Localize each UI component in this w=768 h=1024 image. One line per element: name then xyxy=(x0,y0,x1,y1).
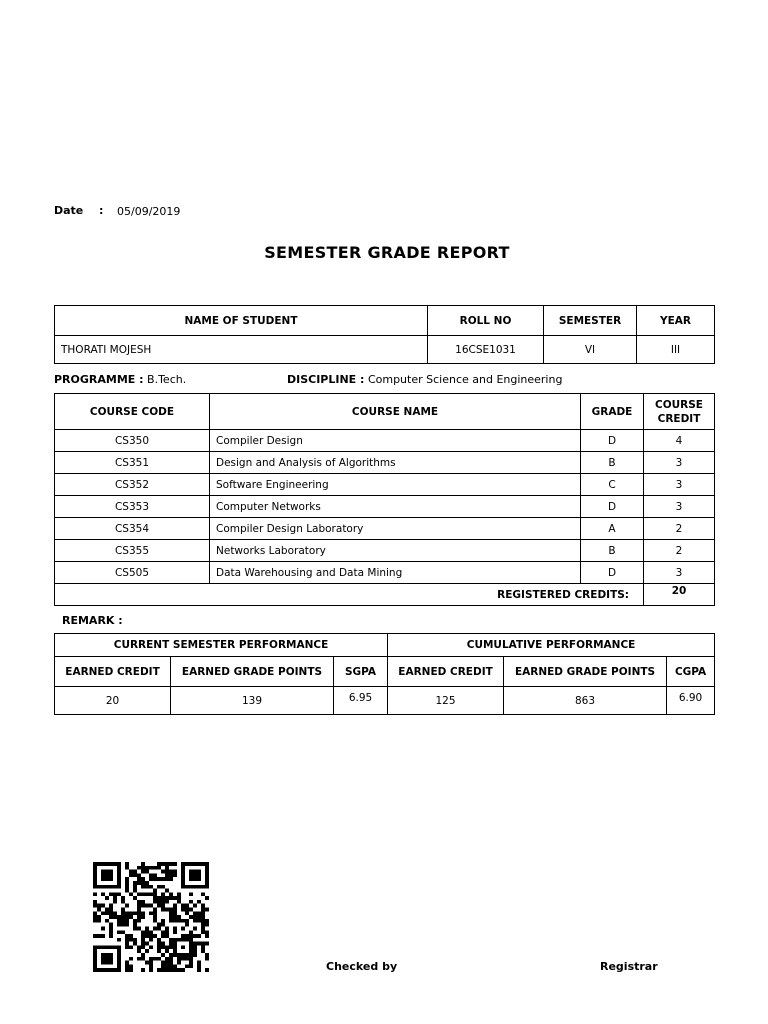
current-semester-performance-header: CURRENT SEMESTER PERFORMANCE xyxy=(55,634,388,657)
checked-by-label: Checked by xyxy=(326,960,398,973)
earned-grade-points-value: 139 xyxy=(171,687,334,715)
year-value: III xyxy=(637,336,715,364)
course-code: CS351 xyxy=(55,452,210,474)
course-name: Compiler Design xyxy=(210,430,581,452)
date-value: 05/09/2019 xyxy=(117,205,181,218)
course-grade: B xyxy=(581,540,644,562)
year-header: YEAR xyxy=(637,306,715,336)
table-row xyxy=(55,430,715,452)
registered-credits-value: 20 xyxy=(644,584,715,606)
programme-value: B.Tech. xyxy=(147,373,187,386)
course-code: CS350 xyxy=(55,430,210,452)
course-credit: 2 xyxy=(644,540,715,562)
remark-label: REMARK : xyxy=(62,614,123,627)
table-row xyxy=(55,474,715,496)
cumulative-earned-credit-value: 125 xyxy=(388,687,504,715)
discipline-line xyxy=(287,373,562,386)
course-grade: B xyxy=(581,452,644,474)
course-code: CS354 xyxy=(55,518,210,540)
course-name: Data Warehousing and Data Mining xyxy=(210,562,581,584)
course-name: Networks Laboratory xyxy=(210,540,581,562)
course-name: Software Engineering xyxy=(210,474,581,496)
semester-value: VI xyxy=(544,336,637,364)
sgpa-header: SGPA xyxy=(334,657,388,687)
earned-grade-points-header: EARNED GRADE POINTS xyxy=(171,657,334,687)
course-name: Design and Analysis of Algorithms xyxy=(210,452,581,474)
grade-header: GRADE xyxy=(581,394,644,430)
discipline-value: Computer Science and Engineering xyxy=(367,373,563,386)
cumulative-earned-credit-header: EARNED CREDIT xyxy=(388,657,504,687)
course-credit: 3 xyxy=(644,452,715,474)
roll-no-header: ROLL NO xyxy=(428,306,544,336)
course-name: Compiler Design Laboratory xyxy=(210,518,581,540)
cumulative-performance-header: CUMULATIVE PERFORMANCE xyxy=(388,634,715,657)
cumulative-earned-grade-points-value: 863 xyxy=(504,687,667,715)
discipline-label: DISCIPLINE : xyxy=(287,373,365,386)
earned-credit-value: 20 xyxy=(55,687,171,715)
course-credit: 3 xyxy=(644,496,715,518)
course-code: CS353 xyxy=(55,496,210,518)
table-row xyxy=(55,518,715,540)
page-title: SEMESTER GRADE REPORT xyxy=(264,243,510,262)
course-credit-header-line1: COURSE xyxy=(655,398,703,411)
course-credit-header xyxy=(644,394,715,430)
table-row xyxy=(55,496,715,518)
course-name: Computer Networks xyxy=(210,496,581,518)
student-name-header: NAME OF STUDENT xyxy=(55,306,428,336)
student-name: THORATI MOJESH xyxy=(55,336,428,364)
courses-table xyxy=(54,393,715,606)
course-code-header: COURSE CODE xyxy=(55,394,210,430)
course-code: CS505 xyxy=(55,562,210,584)
programme-label: PROGRAMME : xyxy=(54,373,144,386)
date-colon: : xyxy=(99,204,104,217)
course-credit: 4 xyxy=(644,430,715,452)
sgpa-value: 6.95 xyxy=(334,687,388,715)
course-grade: D xyxy=(581,496,644,518)
course-name-header: COURSE NAME xyxy=(210,394,581,430)
qr-code-icon xyxy=(93,862,209,972)
course-credit: 3 xyxy=(644,474,715,496)
programme-line xyxy=(54,373,186,386)
course-grade: A xyxy=(581,518,644,540)
date-label: Date xyxy=(54,204,84,217)
course-grade: C xyxy=(581,474,644,496)
course-code: CS355 xyxy=(55,540,210,562)
course-code: CS352 xyxy=(55,474,210,496)
registered-credits-label: REGISTERED CREDITS: xyxy=(55,584,644,606)
cgpa-value: 6.90 xyxy=(667,687,715,715)
roll-no: 16CSE1031 xyxy=(428,336,544,364)
course-credit-header-line2: CREDIT xyxy=(657,412,701,425)
performance-table xyxy=(54,633,715,715)
course-credit: 3 xyxy=(644,562,715,584)
semester-header: SEMESTER xyxy=(544,306,637,336)
course-credit: 2 xyxy=(644,518,715,540)
table-row xyxy=(55,540,715,562)
registrar-label: Registrar xyxy=(600,960,658,973)
course-grade: D xyxy=(581,430,644,452)
table-row xyxy=(55,562,715,584)
cgpa-header: CGPA xyxy=(667,657,715,687)
cumulative-earned-grade-points-header: EARNED GRADE POINTS xyxy=(504,657,667,687)
course-grade: D xyxy=(581,562,644,584)
earned-credit-header: EARNED CREDIT xyxy=(55,657,171,687)
table-row xyxy=(55,452,715,474)
student-table xyxy=(54,305,715,364)
